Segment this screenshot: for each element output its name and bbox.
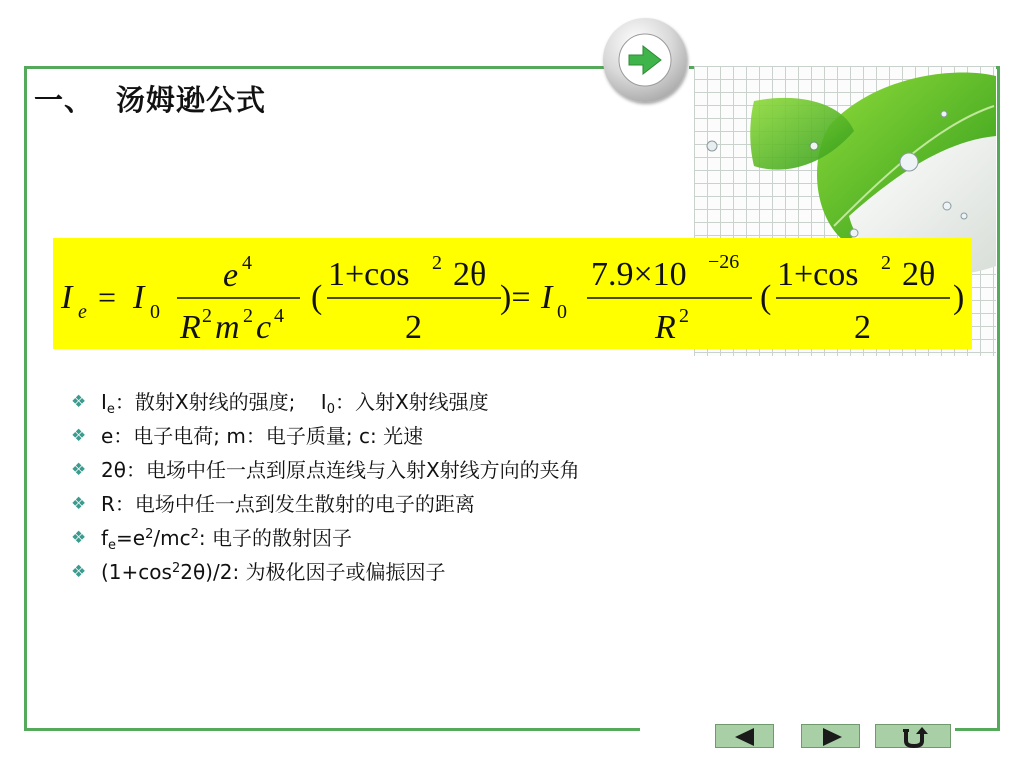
frac1-den-m-exp: 2 bbox=[243, 305, 253, 327]
frac2-num-exp: 2 bbox=[432, 252, 442, 274]
list-item-fragment: ：入射X射线强度 bbox=[334, 390, 489, 414]
frame-bottom-left-line bbox=[24, 728, 640, 731]
list-item-fragment: 2 bbox=[190, 527, 199, 542]
list-item-fragment: : 电子的散射因子 bbox=[198, 526, 352, 550]
frac1-num: e bbox=[223, 257, 239, 294]
const-num: 7.9×10 bbox=[591, 256, 687, 293]
list-item bbox=[71, 487, 580, 521]
frac3-num-tail: 2θ bbox=[902, 256, 936, 293]
list-item-fragment: I bbox=[101, 390, 107, 414]
frac3-num-exp: 2 bbox=[881, 252, 891, 274]
thomson-formula bbox=[53, 238, 972, 349]
list-item-fragment: /mc bbox=[153, 526, 191, 550]
list-item-text bbox=[101, 555, 446, 589]
list-item bbox=[71, 385, 580, 419]
frac3-den: 2 bbox=[854, 309, 871, 346]
const-den: R bbox=[655, 309, 676, 346]
list-item bbox=[71, 521, 580, 555]
formula-eq2: )= bbox=[500, 279, 531, 316]
frac2-num-tail: 2θ bbox=[453, 256, 487, 293]
formula-lparen-2: ( bbox=[760, 279, 772, 316]
return-icon bbox=[876, 725, 952, 749]
previous-icon bbox=[716, 725, 775, 749]
diamond-bullet-icon: ❖ bbox=[71, 426, 87, 446]
frame-bottom-right-line bbox=[955, 728, 1000, 731]
next-icon bbox=[802, 725, 861, 749]
list-item-text bbox=[101, 487, 475, 521]
green-arrow-button[interactable] bbox=[603, 18, 687, 102]
previous-button[interactable] bbox=[715, 724, 774, 748]
const-exp: −26 bbox=[708, 251, 740, 273]
frac1-den-m: m bbox=[215, 309, 240, 346]
frac1-den-R: R bbox=[180, 309, 201, 346]
return-button[interactable] bbox=[875, 724, 951, 748]
list-item-fragment: 2 bbox=[171, 561, 181, 576]
title-number: 一、 bbox=[34, 83, 95, 117]
formula-I0-sub: 0 bbox=[150, 301, 160, 323]
diamond-bullet-icon: ❖ bbox=[71, 460, 87, 480]
green-arrow-icon bbox=[603, 18, 687, 102]
diamond-bullet-icon: ❖ bbox=[71, 494, 87, 514]
list-item-fragment: e bbox=[108, 538, 117, 553]
list-item bbox=[71, 555, 580, 589]
formula-rparen: ) bbox=[953, 279, 965, 316]
formula-equals: = bbox=[98, 279, 117, 315]
definition-list bbox=[71, 385, 580, 589]
list-item-fragment: (1+cos bbox=[101, 560, 172, 584]
title-text: 汤姆逊公式 bbox=[116, 83, 267, 117]
formula-lhs-I: I bbox=[61, 279, 73, 316]
frac1-den-R-exp: 2 bbox=[202, 305, 212, 327]
list-item-fragment: e：电子电荷; m：电子质量; c: 光速 bbox=[101, 424, 424, 448]
list-item-fragment: 0 bbox=[326, 402, 335, 417]
diamond-bullet-icon: ❖ bbox=[71, 562, 87, 582]
list-item bbox=[71, 419, 580, 453]
const-den-exp: 2 bbox=[679, 305, 689, 327]
list-item-fragment: 2θ)/2: 为极化因子或偏振因子 bbox=[180, 560, 446, 584]
frac1-den-c: c bbox=[256, 309, 272, 346]
formula-I0: I bbox=[133, 279, 145, 316]
list-item-fragment: 2 bbox=[145, 527, 154, 542]
slide-title bbox=[34, 78, 266, 119]
next-button[interactable] bbox=[801, 724, 860, 748]
list-item-fragment: R：电场中任一点到发生散射的电子的距离 bbox=[101, 492, 475, 516]
list-item-text bbox=[101, 385, 489, 419]
list-item-text bbox=[101, 419, 423, 453]
frac2-den: 2 bbox=[405, 309, 422, 346]
formula-lhs-sub: e bbox=[78, 301, 87, 323]
list-item-text bbox=[101, 453, 580, 487]
list-item bbox=[71, 453, 580, 487]
diamond-bullet-icon: ❖ bbox=[71, 392, 87, 412]
list-item-fragment: =e bbox=[116, 526, 146, 550]
formula-I0-b-sub: 0 bbox=[557, 301, 567, 323]
formula-I0-b: I bbox=[541, 279, 553, 316]
frame-right-line bbox=[997, 66, 1000, 731]
frac1-num-exp: 4 bbox=[242, 252, 252, 274]
list-item-fragment: e bbox=[106, 402, 115, 417]
frame-left-line bbox=[24, 66, 27, 731]
list-item-fragment: f bbox=[101, 526, 109, 550]
list-item-fragment: 2θ：电场中任一点到原点连线与入射X射线方向的夹角 bbox=[101, 458, 580, 482]
frac3-num: 1+cos bbox=[777, 256, 859, 293]
frac1-den-c-exp: 4 bbox=[274, 305, 284, 327]
frac2-num: 1+cos bbox=[328, 256, 410, 293]
list-item-fragment: ：散射X射线的强度; I bbox=[114, 390, 327, 414]
diamond-bullet-icon: ❖ bbox=[71, 528, 87, 548]
list-item-text bbox=[101, 521, 352, 555]
frame-top-left-line bbox=[24, 66, 606, 69]
formula-lparen: ( bbox=[311, 279, 323, 316]
